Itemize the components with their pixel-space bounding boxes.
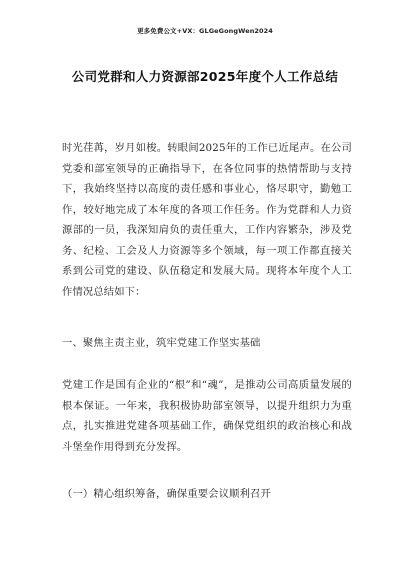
section-one-paragraph: 党建工作是国有企业的“根”和“魂”，是推动公司高质量发展的根本保证。一年来，我积极协助部室领导，以提升组织力为重点，扎实推进党建各项基础工作，确保党组织的政治核心和战斗堡垒作用得到充分发挥。 <box>62 379 352 453</box>
header-note: 更多免费公文+VX：GLGeGongWen2024 <box>137 27 273 35</box>
section-one-heading: 一、聚焦主责主业，筑牢党建工作坚实基础 <box>62 337 261 349</box>
subsection-one-heading: （一）精心组织筹备，确保重要会议顺利召开 <box>62 488 271 500</box>
document-title: 公司党群和人力资源部2025年度个人工作总结 <box>71 69 339 84</box>
intro-paragraph: 时光荏苒，岁月如梭。转眼间2025年的工作已近尾声。在公司党委和部室领导的正确指导下，在各位同事的热情帮助与支持下，我始终坚持以高度的责任感和事业心，恪尽职守，勤勉工作，较好地完成了本年度的各项工作任务。作为党群和人力资源部的一员，我深知肩负的责任重大，工作内容繁杂，涉及党务、纪检、工会及人力资源等多个领域，每一项工作都直接关系到公司党的建设、队伍稳定和发展大局。现将本年度个人工作情况总结如下： <box>62 142 352 298</box>
